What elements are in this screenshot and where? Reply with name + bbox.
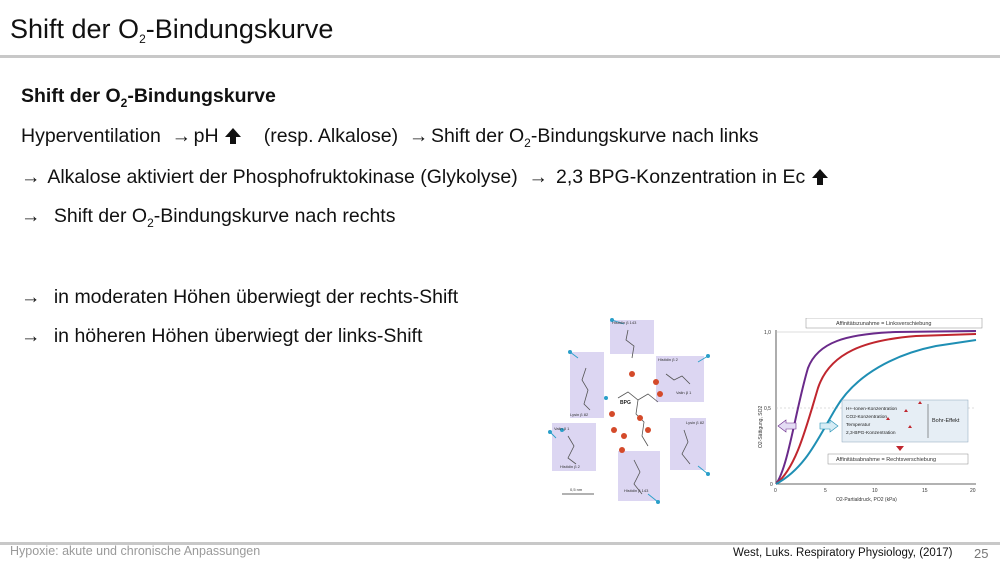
arrow-right-icon: → <box>403 125 429 147</box>
arrow-right-icon: → <box>166 125 192 147</box>
residue-label: Lysin β 82 <box>570 412 589 417</box>
page-number: 25 <box>974 546 989 561</box>
x-tick: 5 <box>824 488 827 494</box>
bpg-binding-figure <box>548 318 734 504</box>
y-axis-label: O2-Sättigung, SO2 <box>758 405 764 448</box>
residue-label: Histidin β 143 <box>624 488 649 493</box>
residue-label: Histidin β 2 <box>658 357 678 362</box>
right-shift-label: Affinitätsabnahme = Rechtsverschiebung <box>836 457 937 463</box>
x-tick: 20 <box>970 488 976 494</box>
arrow-right-icon: → <box>21 325 41 347</box>
arrow-up-icon <box>224 127 242 145</box>
residue-box <box>610 320 654 354</box>
line-shift-rechts: → Shift der $O_2$-Bindungskurve nach rechts <box>21 205 396 230</box>
residue-label: Valin β 1 <box>676 390 692 395</box>
arrow-right-icon: → <box>21 166 41 188</box>
footer-title: Hypoxie: akute und chronische Anpassungen <box>10 544 261 558</box>
o2-curve-figure <box>756 318 992 504</box>
arrow-right-icon: → <box>21 286 41 308</box>
y-tick: 0,5 <box>764 406 771 412</box>
residue-label: Lysin β 82 <box>686 420 705 425</box>
residue-box <box>670 418 706 470</box>
x-tick: 15 <box>922 488 928 494</box>
scale-label: 0,5 nm <box>570 487 583 492</box>
line-alkalose: → Alkalose aktiviert der Phosphofruktokinase (Glykolyse) → 2,3 BPG-Konzentration in Ec <box>21 167 829 187</box>
x-axis-label: O2-Partialdruck, PO2 (kPa) <box>836 497 897 503</box>
line-hyperventilation: Hyperventilation → pH (resp. Alkalose) → Shift der $O_2$-Bindungskurve nach links <box>21 125 759 150</box>
y-tick: 1,0 <box>764 330 771 336</box>
title-divider <box>0 55 1000 58</box>
residue-label: Histidin β 143 <box>612 320 637 325</box>
arrow-up-icon <box>811 168 829 186</box>
residue-box <box>618 451 660 501</box>
arrow-right-icon: → <box>523 166 549 188</box>
line-moderate-altitude: → in moderaten Höhen überwiegt der rechts-Shift <box>21 286 459 308</box>
bohr-item: H+-Ionen-Konzentration <box>846 407 898 412</box>
content-heading: Shift der $O_2$-Bindungskurve <box>21 85 276 110</box>
line-high-altitude: → in höheren Höhen überwiegt der links-Shift <box>21 325 423 347</box>
residue-label: Histidin β 2 <box>560 464 580 469</box>
bohr-item: 2,3-BPG-Konzentration <box>846 431 896 436</box>
footer-citation: West, Luks. Respiratory Physiology, (2017) <box>733 547 953 559</box>
bohr-item: Temperatur <box>846 423 871 428</box>
residue-box <box>570 352 604 418</box>
y-tick: 0 <box>770 482 773 488</box>
residue-box <box>656 356 704 402</box>
bpg-label: BPG <box>620 400 631 406</box>
residue-label: Valin β 1 <box>554 426 570 431</box>
left-shift-label: Affinitätszunahme = Linksverschiebung <box>836 321 932 327</box>
x-tick: 0 <box>774 488 777 494</box>
bohr-effect-title: Bohr-Effekt <box>932 418 960 424</box>
slide-title: Shift der $O_2$-Bindungskurve <box>10 14 334 46</box>
x-tick: 10 <box>872 488 878 494</box>
arrow-right-icon: → <box>21 205 41 227</box>
bohr-item: CO2-Konzentration <box>846 415 888 420</box>
